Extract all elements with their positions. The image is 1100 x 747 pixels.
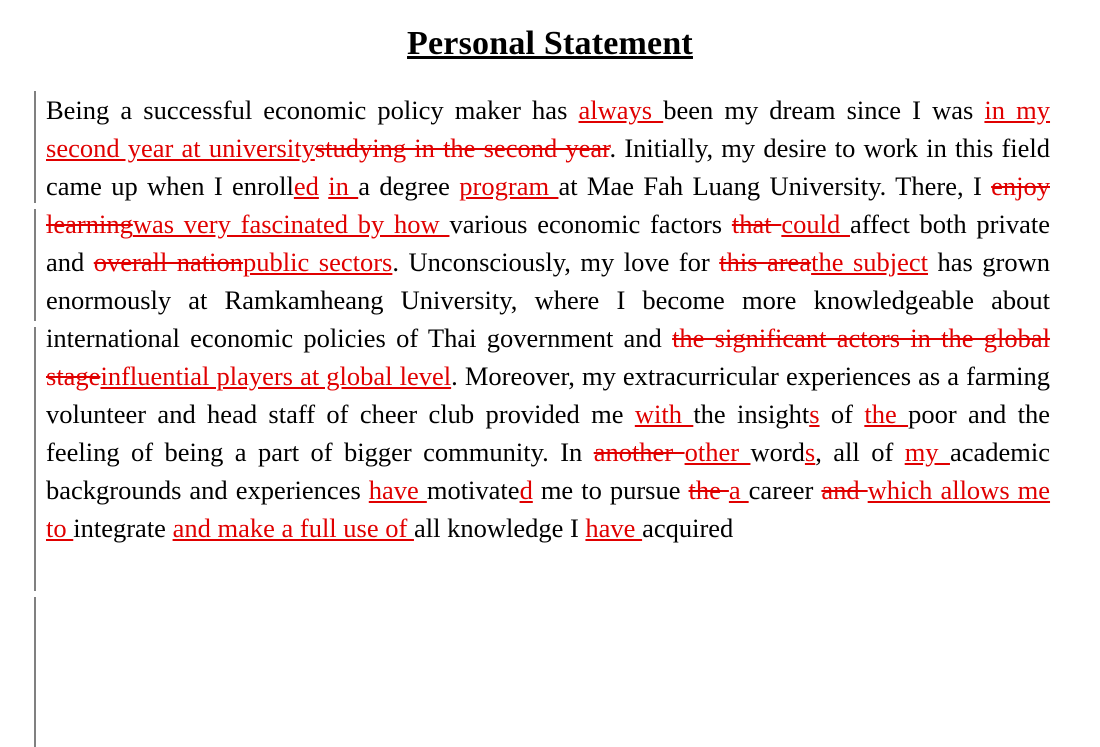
deletion-text: the significant actors in the global stage [46, 322, 1051, 391]
insertion-text: which allows me to [46, 474, 1051, 543]
insertion-text: public sectors [243, 246, 393, 277]
body-text: the insight [693, 398, 810, 429]
body-text: motivate [426, 474, 520, 505]
body-text: all knowledge I [413, 512, 586, 543]
document-body [46, 91, 1050, 547]
insertion-text: have [585, 512, 643, 543]
insertion-text: with [634, 398, 694, 429]
body-text: acquired [642, 512, 734, 543]
insertion-text: the [864, 398, 909, 429]
insertion-text: my [904, 436, 950, 467]
deletion-text: this area [719, 246, 812, 277]
body-text: word [750, 436, 805, 467]
insertion-text: in [328, 170, 359, 201]
insertion-text: program [459, 170, 559, 201]
body-text: career [748, 474, 822, 505]
deletion-text: studying in the second year [314, 132, 610, 163]
body-text: poor and the feeling of being a part of bigger community. In [46, 398, 1050, 467]
body-text: . Initially, my desire to work in this field came up when I enroll [46, 132, 1051, 201]
insertion-text: s [804, 436, 816, 467]
insertion-text: in my second year at university [46, 94, 1051, 163]
body-text [319, 171, 328, 201]
body-text: integrate [73, 512, 173, 543]
body-text: academic backgrounds and experiences [46, 436, 1051, 505]
body-text: affect both private and [46, 208, 1050, 277]
page-title: Personal Statement [407, 25, 693, 62]
body-text: Being a successful economic policy maker has [46, 94, 579, 125]
insertion-text: a [728, 474, 749, 505]
body-text: been my dream since I was [663, 94, 985, 125]
body-text: of [819, 398, 865, 429]
body-text: . Moreover, my extracurricular experiences as a farming volunteer and head staff of cheer club provided me [46, 360, 1050, 429]
change-bar [34, 597, 36, 747]
body-text: , all of [815, 436, 905, 467]
insertion-text: could [781, 208, 850, 239]
insertion-text: s [809, 398, 820, 429]
insertion-text: always [578, 94, 664, 125]
body-text: has grown enormously at Ramkamheang University, where I become more knowledgeable about international economic policies of Thai government and [46, 246, 1051, 353]
body-text: me to pursue [532, 474, 689, 505]
insertion-text: and make a full use of [172, 512, 414, 543]
insertion-text: have [368, 474, 427, 505]
insertion-text: was very fascinated by how [132, 208, 450, 239]
change-bar [34, 91, 36, 203]
deletion-text: another [593, 436, 685, 467]
deletion-text: the [688, 474, 729, 505]
insertion-text: other [684, 436, 751, 467]
insertion-text: ed [293, 170, 319, 201]
body-text: at Mae Fah Luang University. There, I [558, 170, 992, 201]
tracked-changes-paragraph [46, 91, 1050, 547]
body-text: various economic factors [449, 208, 732, 239]
change-bar [34, 209, 36, 321]
insertion-text: d [519, 474, 533, 505]
deletion-text: that [731, 208, 782, 239]
insertion-text: the subject [811, 246, 929, 277]
document-page [0, 24, 1100, 726]
insertion-text: influential players at global level [100, 360, 452, 391]
change-bar [34, 327, 36, 591]
body-text: . Unconsciously, my love for [392, 246, 720, 277]
deletion-text: enjoy learning [46, 170, 1050, 239]
deletion-text: overall nation [93, 246, 244, 277]
body-text: a degree [358, 170, 460, 201]
deletion-text: and [821, 474, 868, 505]
